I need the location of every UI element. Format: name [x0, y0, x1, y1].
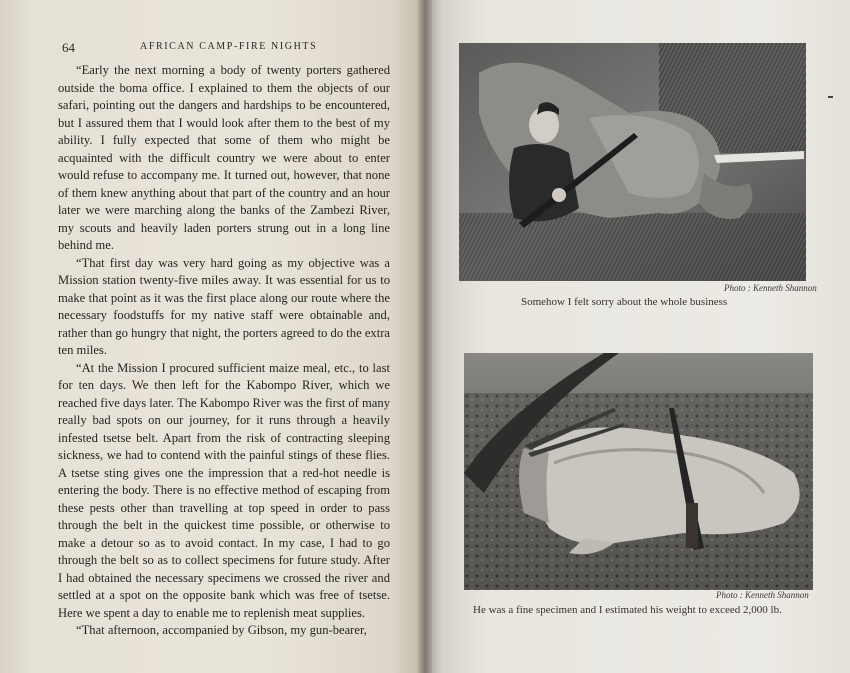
page-number: 64 [62, 40, 75, 55]
photo-credit: Photo : Kenneth Shannon [716, 590, 809, 600]
photo-credit: Photo : Kenneth Shannon [724, 283, 817, 293]
photo-hunter-with-elephant-image [459, 43, 806, 281]
paragraph: “Early the next morning a body of twenty porters gathered outside the boma office. I explained to them the objects of our safari, pointing out the dangers and hardships to be encountered, but I assured them that I would look after them to the best of my ability. I fully expected that some of them who might be acquainted with the difficult country we were about to enter would refuse to accompany me. It turned out, however, that none of them knew anything about that part of the country and an hour later we were marching along the banks of the Zambezi River, my scouts and heavily laden porters strung out in a long line behind me. [58, 63, 390, 252]
photo-caption: Somehow I felt sorry about the whole business [521, 296, 728, 308]
page-speck [828, 96, 833, 98]
photo-eland-with-rifle [464, 353, 813, 590]
paragraph: “That first day was very hard going as my objective was a Mission station twenty-five miles away. It was essential for us to make that point as it was the first place along our route where the necessary foodstuffs for my native staff were obtainable and, rather than go hungry that night, the porters agreed to do the extra ten miles. [58, 255, 390, 357]
photo-eland-with-rifle-image [464, 353, 813, 590]
paragraph: “At the Mission I procured sufficient maize meal, etc., to last for ten days. We then left for the Kabompo River, which we reached five days later. The Kabompo River was the first of many really bad spots on our journey, for it runs through a heavily infested tsetse belt. Apart from the risk of contracting sleeping sickness, we had to contend with the painful stings of these flies. A tsetse sting gives one the impression that a red-hot needle is entering the body. There is no effective method of escaping from these pests other than travelling at top speed in order to pass through the belt in the quickest time possible, or otherwise to make a detour so as to avoid contact. In my case, I had to go through the belt so as to collect specimens for future study. After I had obtained the necessary specimens we crossed the river and settled at a spot on the opposite bank which was free of tsetse. Here we spent a day to enable me to replenish meat supplies. [58, 360, 390, 620]
photo-hunter-with-elephant [459, 43, 806, 281]
page-header [62, 40, 392, 56]
running-head: AFRICAN CAMP-FIRE NIGHTS [140, 41, 318, 52]
book-gutter [418, 0, 432, 673]
paragraph: “That afternoon, accompanied by Gibson, my gun-bearer, [76, 623, 367, 637]
body-text [58, 62, 390, 640]
photo-caption: He was a fine specimen and I estimated his weight to exceed 2,000 lb. [473, 604, 782, 616]
